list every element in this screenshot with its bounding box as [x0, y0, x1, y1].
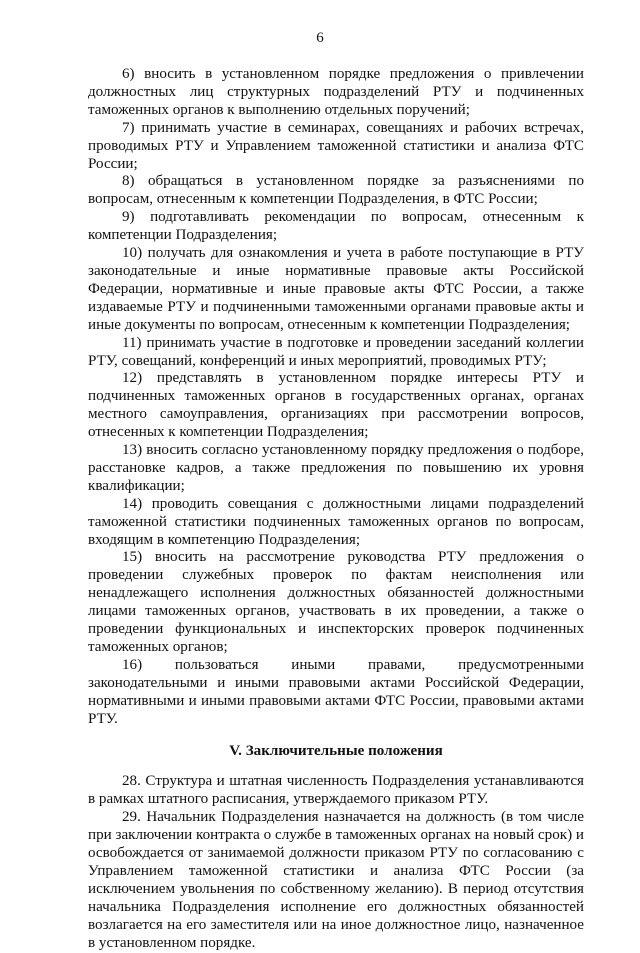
final-item-28: 28. Структура и штатная численность Подразделения устанавливаются в рамках штатного расписания, утверждаемого приказом РТУ. — [88, 773, 584, 808]
rights-item-9: 9) подготавливать рекомендации по вопросам, отнесенным к компетенции Подразделения; — [88, 209, 584, 244]
page-number: 6 — [316, 30, 324, 46]
section-title: V. Заключительные положения — [229, 742, 443, 759]
rights-item-6: 6) вносить в установленном порядке предложения о привлечении должностных лиц структурных подразделений РТУ и подчиненных таможенных органов к выполнению отдельных поручений; — [88, 66, 584, 118]
rights-item-13: 13) вносить согласно установленному порядку предложения о подборе, расстановке кадров, а также предложения по повышению их уровня квалификации; — [88, 442, 584, 494]
rights-item-14: 14) проводить совещания с должностными лицами подразделений таможенной статистики подчиненных таможенных органов по вопросам, входящим в компетенцию Подразделения; — [88, 495, 584, 548]
rights-item-7: 7) принимать участие в семинарах, совещаниях и рабочих встречах, проводимых РТУ и Управлением таможенной статистики и анализа ФТС России; — [88, 119, 584, 172]
rights-item-8: 8) обращаться в установленном порядке за разъяснениями по вопросам, отнесенным к компетенции Подразделения, в ФТС России; — [88, 173, 584, 208]
rights-item-16: 16) пользоваться иными правами, предусмотренными законодательными и иными правовыми актами Российской Федерации, нормативными и иными правовыми актами ФТС России, правовыми актами РТУ. — [88, 656, 584, 727]
rights-item-12: 12) представлять в установленном порядке интересы РТУ и подчиненных таможенных органов в государственных органах, органах местного самоуправления, организациях при рассмотрении вопросов, отнесенных к компетенции Подразделения; — [88, 370, 584, 441]
final-item-29: 29. Начальник Подразделения назначается на должность (в том числе при заключении контракта о службе в таможенных органах на новый срок) и освобождается от занимаемой должности приказом РТУ по согласованию с Управлением таможенной статистики и анализа ФТС России (за исключением увольнения по собственному желанию). В период отсутствия начальника Подразделения исполнение его должностных обязанностей возлагается на его заместителя или на иное должностное лицо, назначенное в установленном порядке. — [88, 809, 584, 951]
rights-item-10: 10) получать для ознакомления и учета в работе поступающие в РТУ законодательные и иные нормативные правовые акты Российской Федерации, нормативные и иные правовые акты ФТС России, а также издаваемые РТУ и подчиненными таможенными органами правовые акты и иные документы по вопросам, отнесенным к компетенции Подразделения; — [88, 245, 584, 333]
rights-item-11: 11) принимать участие в подготовке и проведении заседаний коллегии РТУ, совещаний, конференций и иных мероприятий, проводимых РТУ; — [88, 334, 584, 369]
rights-item-15: 15) вносить на рассмотрение руководства РТУ предложения о проведении служебных проверок по фактам неисполнения или ненадлежащего исполнения должностных обязанностей должностными лицами таможенных органов, участвовать в их проведении, а также о проведении функциональных и инспекторских проверок подчиненных таможенных органов; — [88, 549, 584, 655]
document-body — [88, 66, 584, 953]
